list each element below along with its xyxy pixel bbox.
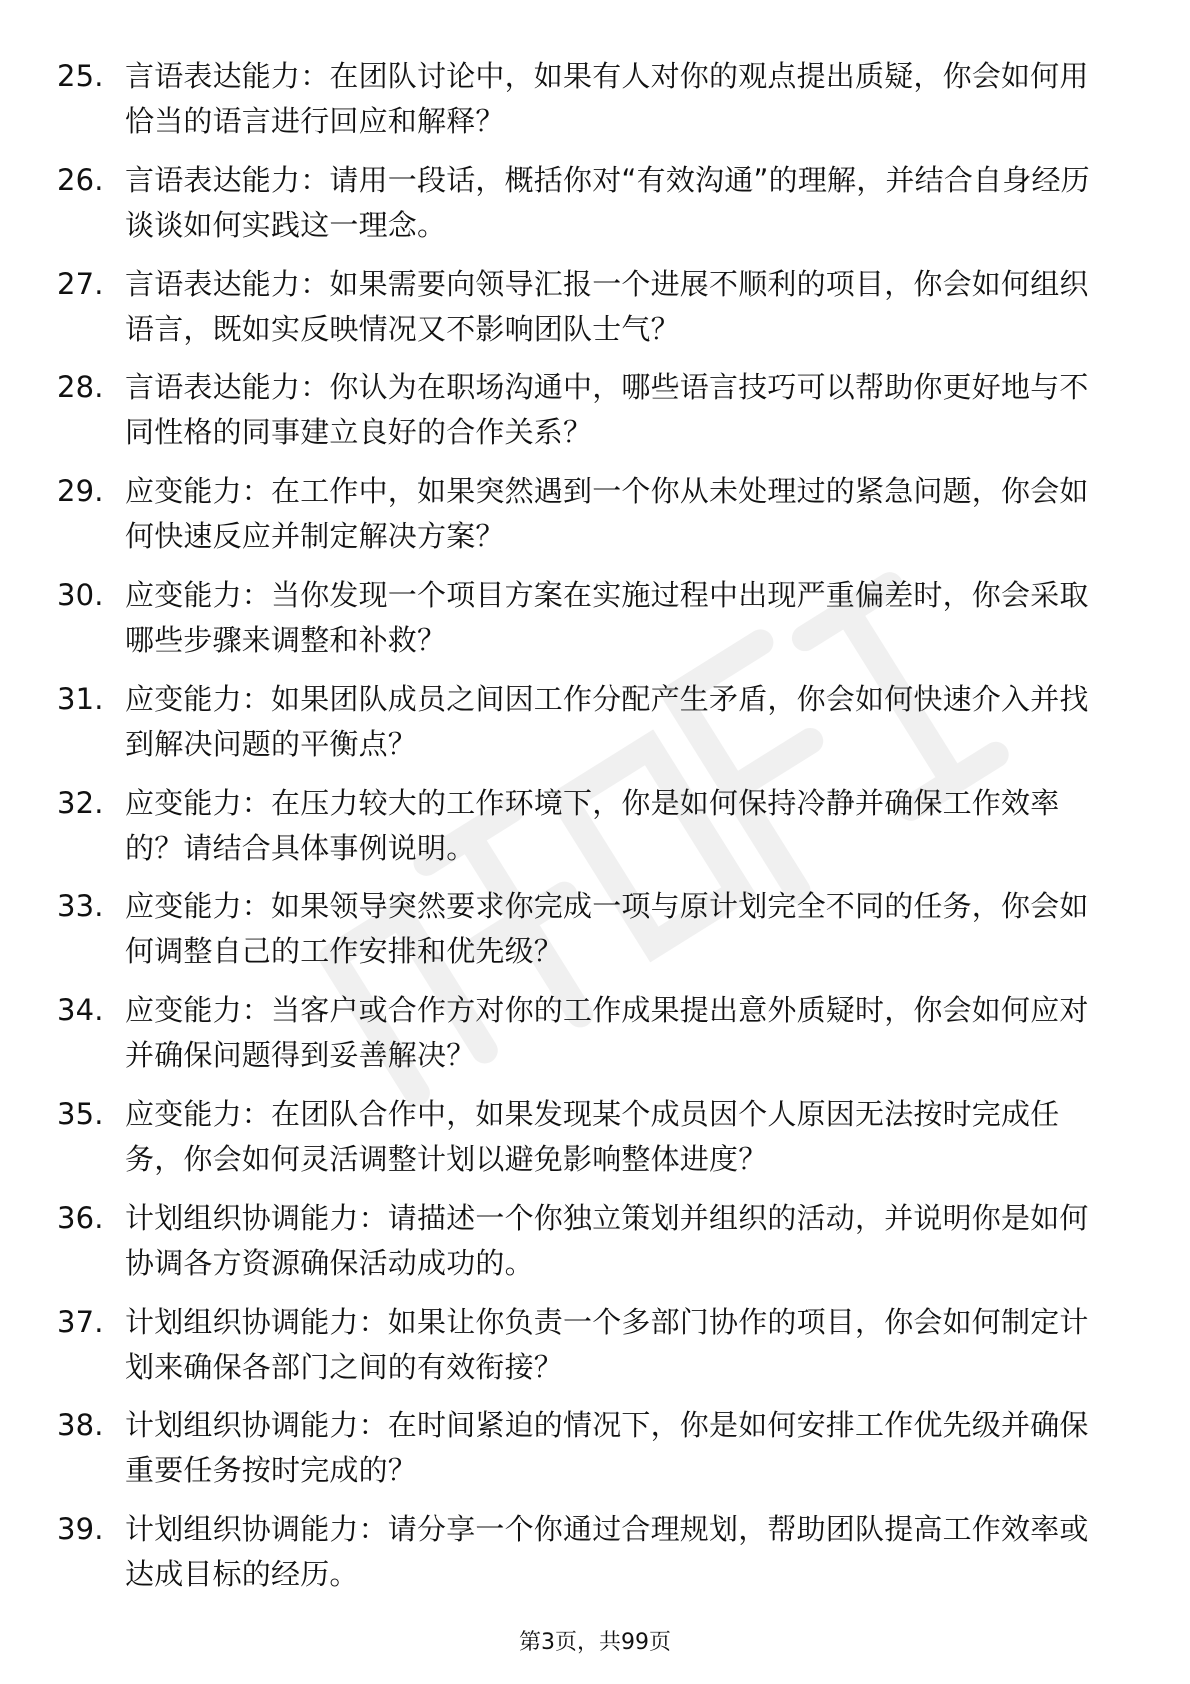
question-text: 计划组织协调能力：在时间紧迫的情况下，你是如何安排工作优先级并确保重要任务按时完成的？ bbox=[125, 1408, 1089, 1488]
question-text: 应变能力：如果团队成员之间因工作分配产生矛盾，你会如何快速介入并找到解决问题的平衡点？ bbox=[125, 681, 1089, 761]
question-number: 35. bbox=[57, 1096, 104, 1131]
question-text: 应变能力：如果领导突然要求你完成一项与原计划完全不同的任务，你会如何调整自己的工作安排和优先级？ bbox=[125, 889, 1089, 969]
question-text: 言语表达能力：在团队讨论中，如果有人对你的观点提出质疑，你会如何用恰当的语言进行回应和解释？ bbox=[125, 59, 1089, 138]
question-text: 应变能力：在压力较大的工作环境下，你是如何保持冷静并确保工作效率的？请结合具体事例说明。 bbox=[125, 785, 1060, 865]
question-item-28 bbox=[57, 365, 1117, 455]
question-item-31 bbox=[57, 677, 1117, 767]
question-number: 34. bbox=[57, 993, 104, 1028]
question-number: 27. bbox=[57, 266, 104, 301]
question-text: 应变能力：在团队合作中，如果发现某个成员因个人原因无法按时完成任务，你会如何灵活调整计划以避免影响整体进度？ bbox=[125, 1096, 1060, 1176]
question-item-33 bbox=[57, 884, 1117, 974]
question-item-27 bbox=[57, 262, 1117, 352]
question-number: 26. bbox=[57, 162, 104, 197]
question-number: 28. bbox=[57, 370, 104, 405]
question-number: 37. bbox=[57, 1304, 104, 1339]
question-number: 33. bbox=[57, 889, 104, 924]
question-number: 25. bbox=[57, 59, 104, 93]
question-text: 言语表达能力：如果需要向领导汇报一个进展不顺利的项目，你会如何组织语言，既如实反映情况又不影响团队士气？ bbox=[125, 266, 1089, 346]
question-item-37 bbox=[57, 1300, 1117, 1390]
question-number: 32. bbox=[57, 785, 104, 820]
question-number: 39. bbox=[57, 1512, 104, 1547]
question-text: 计划组织协调能力：如果让你负责一个多部门协作的项目，你会如何制定计划来确保各部门之间的有效衔接？ bbox=[125, 1304, 1089, 1384]
question-list bbox=[57, 54, 1117, 1611]
question-item-32 bbox=[57, 781, 1117, 871]
question-item-35 bbox=[57, 1092, 1117, 1182]
question-text: 应变能力：在工作中，如果突然遇到一个你从未处理过的紧急问题，你会如何快速反应并制定解决方案？ bbox=[125, 474, 1089, 554]
question-number: 38. bbox=[57, 1408, 104, 1443]
question-item-34 bbox=[57, 988, 1117, 1078]
question-item-25 bbox=[57, 54, 1117, 144]
question-item-26 bbox=[57, 158, 1117, 248]
question-item-29 bbox=[57, 469, 1117, 559]
question-text: 应变能力：当客户或合作方对你的工作成果提出意外质疑时，你会如何应对并确保问题得到妥善解决？ bbox=[125, 993, 1089, 1073]
question-number: 31. bbox=[57, 681, 104, 716]
question-text: 应变能力：当你发现一个项目方案在实施过程中出现严重偏差时，你会采取哪些步骤来调整和补救？ bbox=[125, 577, 1089, 657]
question-number: 29. bbox=[57, 474, 104, 509]
question-text: 言语表达能力：请用一段话，概括你对“有效沟通”的理解，并结合自身经历谈谈如何实践这一理念。 bbox=[125, 162, 1090, 242]
question-text: 言语表达能力：你认为在职场沟通中，哪些语言技巧可以帮助你更好地与不同性格的同事建立良好的合作关系？ bbox=[125, 370, 1089, 450]
question-number: 36. bbox=[57, 1200, 104, 1235]
page-number: 第3页，共99页 bbox=[519, 1630, 671, 1655]
question-number: 30. bbox=[57, 577, 104, 612]
question-text: 计划组织协调能力：请描述一个你独立策划并组织的活动，并说明你是如何协调各方资源确保活动成功的。 bbox=[125, 1200, 1089, 1280]
question-item-39 bbox=[57, 1507, 1117, 1597]
question-item-30 bbox=[57, 573, 1117, 663]
question-text: 计划组织协调能力：请分享一个你通过合理规划，帮助团队提高工作效率或达成目标的经历。 bbox=[125, 1512, 1089, 1592]
question-item-38 bbox=[57, 1403, 1117, 1493]
question-item-36 bbox=[57, 1196, 1117, 1286]
